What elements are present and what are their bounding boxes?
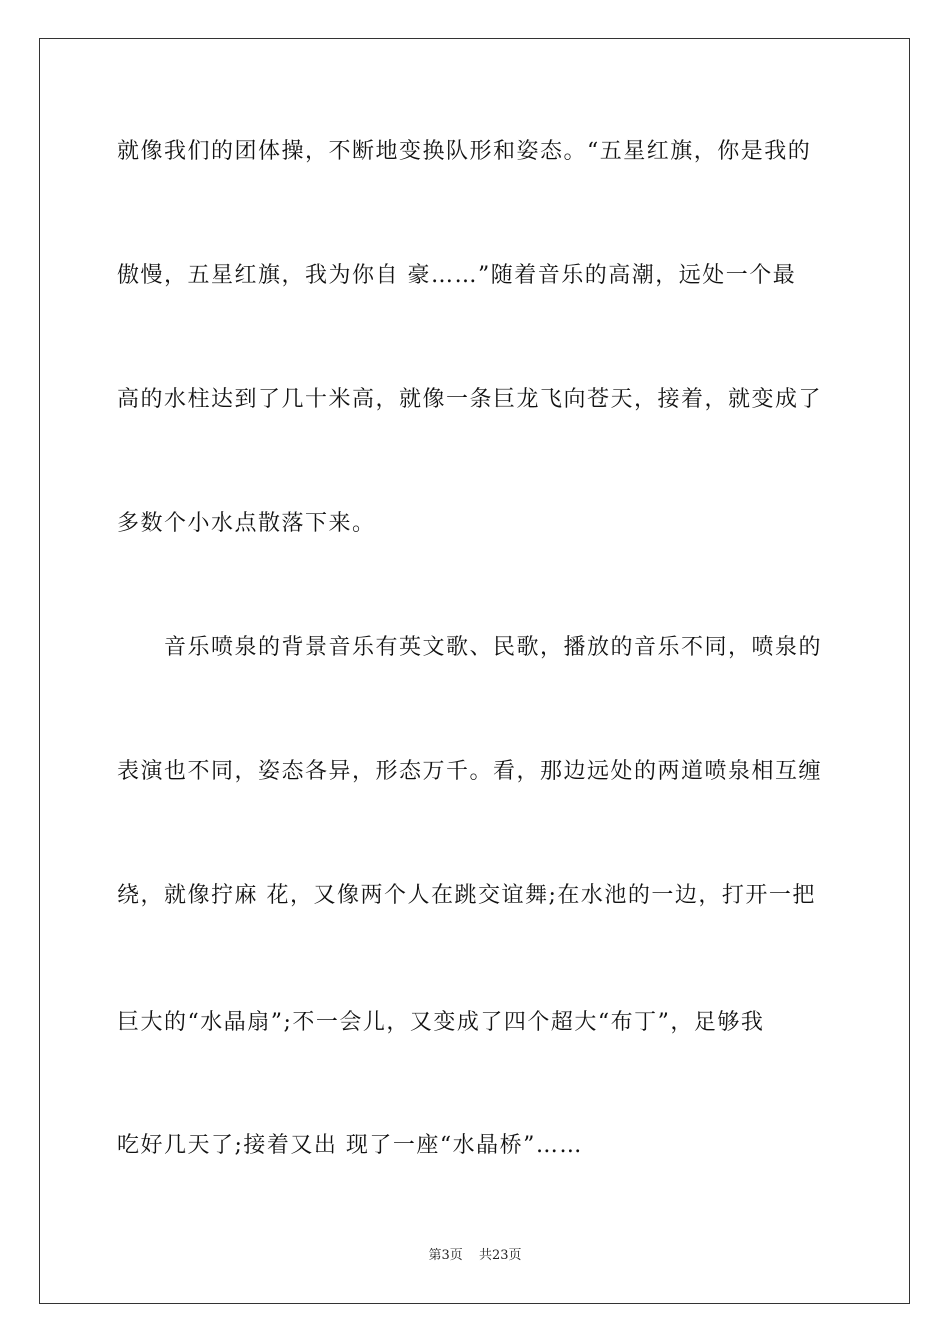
text-line: 音乐喷泉的背景音乐有英文歌、民歌，播放的音乐不同，喷泉的 bbox=[117, 635, 823, 660]
text-line: 吃好几天了;接着又出 现了一座“水晶桥”…… bbox=[117, 1133, 583, 1158]
text-line: 多数个小水点散落下来。 bbox=[117, 511, 376, 536]
text-line: 傲慢，五星红旗，我为你自 豪……”随着音乐的高潮，远处一个最 bbox=[117, 263, 797, 288]
page-border bbox=[39, 38, 910, 1304]
text-line: 绕，就像拧麻 花，又像两个人在跳交谊舞;在水池的一边，打开一把 bbox=[117, 883, 816, 908]
page-footer bbox=[0, 1247, 950, 1265]
text-line: 高的水柱达到了几十米高，就像一条巨龙飞向苍天，接着，就变成了 bbox=[117, 387, 823, 412]
page-total: 共23页 bbox=[478, 1248, 522, 1263]
text-line: 巨大的“水晶扇”;不一会儿，又变成了四个超大“布丁”，足够我 bbox=[117, 1010, 765, 1035]
page-number: 第3页 bbox=[428, 1248, 463, 1263]
text-line: 就像我们的团体操，不断地变换队形和姿态。“五星红旗，你是我的 bbox=[117, 139, 812, 164]
text-line: 表演也不同，姿态各异，形态万千。看，那边远处的两道喷泉相互缠 bbox=[117, 759, 823, 784]
